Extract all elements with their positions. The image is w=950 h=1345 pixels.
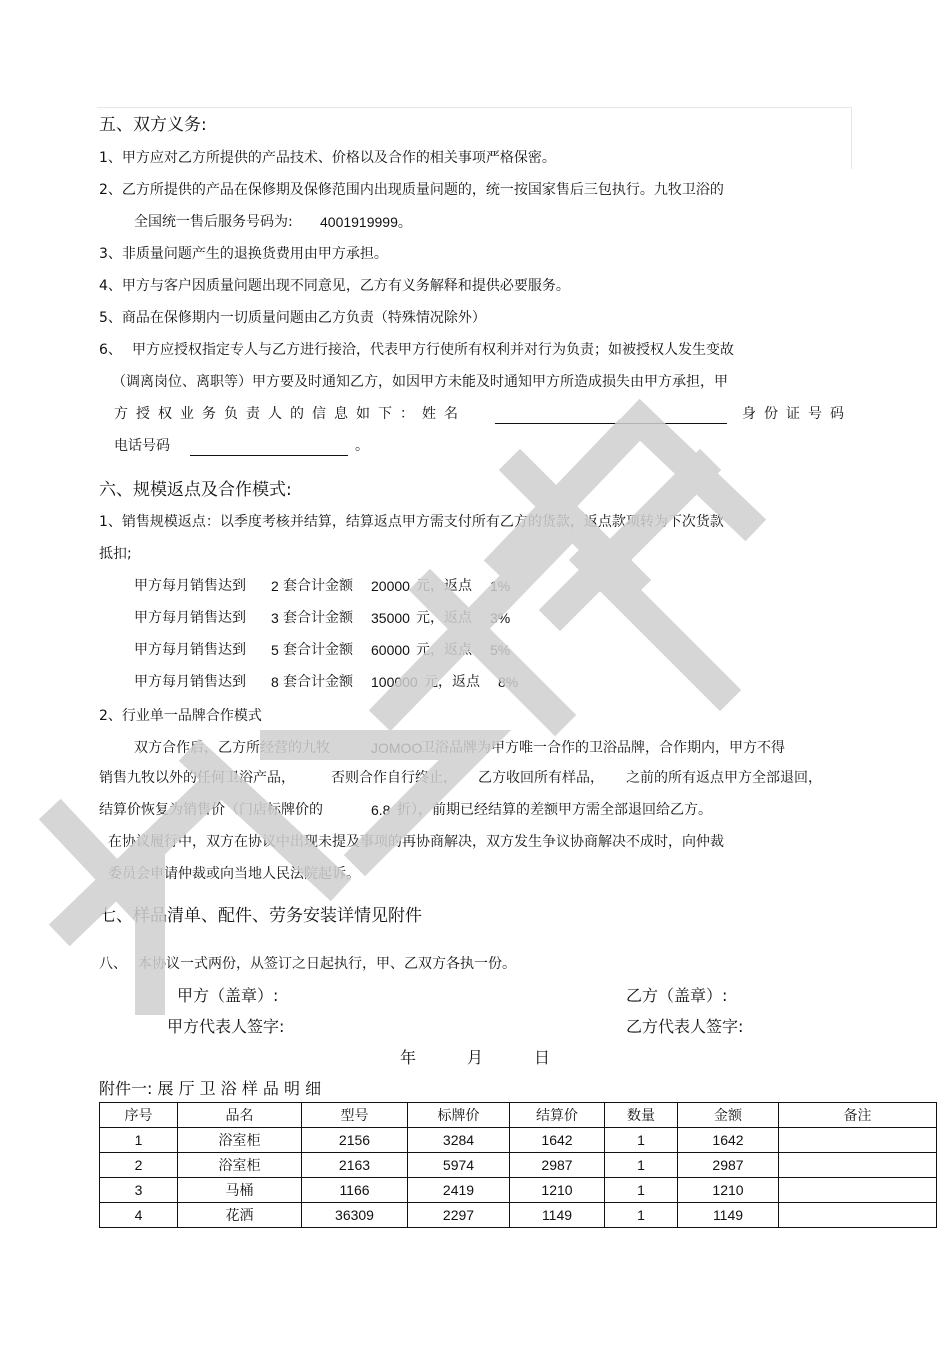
- tier-label: 甲方每月销售达到: [134, 578, 246, 594]
- cell-product-name: 浴室柜: [178, 1153, 302, 1178]
- representative-name-blank[interactable]: [495, 409, 727, 424]
- cell-settlement-price: 1210: [510, 1178, 605, 1203]
- section6-item2-title: 2、行业单一品牌合作模式: [99, 708, 262, 724]
- section6-item2-line2-b: 否则合作自行终止，: [331, 770, 457, 786]
- cell-remarks: [779, 1178, 937, 1203]
- section5-item2-line1: 2、乙方所提供的产品在保修期及保修范围内出现质量问题的，统一按国家售后三包执行。九牧卫浴的: [99, 182, 724, 198]
- tier-amount-label: 套合计金额: [283, 610, 353, 626]
- section6-item2-line2-a: 销售九牧以外的任何卫浴产品，: [99, 770, 295, 786]
- tier-amount: 35000: [371, 610, 410, 626]
- cell-index: 4: [100, 1203, 178, 1228]
- section8-number: 八、: [99, 956, 127, 972]
- cell-model: 2156: [302, 1128, 408, 1153]
- cell-product-name: 马桶: [178, 1178, 302, 1203]
- cell-list-price: 5974: [408, 1153, 510, 1178]
- cell-settlement-price: 2987: [510, 1153, 605, 1178]
- section5-item5: 5、商品在保修期内一切质量问题由乙方负责（特殊情况除外）: [99, 310, 486, 326]
- section5-item2-line2-label: 全国统一售后服务号码为:: [134, 214, 293, 230]
- section6-item2-line1-b: 卫浴品牌为甲方唯一合作的卫浴品牌，合作期内，甲方不得: [421, 740, 785, 756]
- table-row: [100, 1178, 937, 1203]
- attachment-title: 附件一: 展 厅 卫 浴 样 品 明 细: [99, 1079, 322, 1098]
- tier-amount: 100000: [371, 674, 418, 690]
- party-b-representative: 乙方代表人签字:: [626, 1017, 744, 1036]
- table-row: [100, 1153, 937, 1178]
- phone-number-blank[interactable]: [190, 441, 348, 456]
- cell-list-price: 2419: [408, 1178, 510, 1203]
- tier-amount-label: 套合计金额: [283, 642, 353, 658]
- section5-item3: 3、非质量问题产生的退换货费用由甲方承担。: [99, 246, 388, 262]
- cell-list-price: 2297: [408, 1203, 510, 1228]
- dispute-line1: 在协议履行中，双方在协议中出现未提及事项的再协商解决，双方发生争议协商解决不成时，向仲裁: [108, 834, 724, 850]
- date-day: 日: [534, 1048, 551, 1067]
- cell-amount: 1642: [678, 1128, 779, 1153]
- cell-model: 36309: [302, 1203, 408, 1228]
- table-header-row: [100, 1103, 937, 1128]
- watermark-stroke: [640, 420, 745, 520]
- dispute-line2: 委员会申请仲裁或向当地人民法院起诉。: [108, 866, 360, 882]
- section6-item2-line3-a: 结算价恢复为销售价（门店标牌价的: [99, 802, 323, 818]
- cell-list-price: 3284: [408, 1128, 510, 1153]
- cell-index: 1: [100, 1128, 178, 1153]
- section6-item2-line1-a: 双方合作后，乙方所经营的九牧: [134, 740, 330, 756]
- cell-quantity: 1: [605, 1178, 678, 1203]
- phone-line-end: 。: [355, 438, 369, 454]
- cell-settlement-price: 1642: [510, 1128, 605, 1153]
- table-row: [100, 1128, 937, 1153]
- col-index: 序号: [100, 1103, 178, 1128]
- cell-remarks: [779, 1128, 937, 1153]
- tier-rate: 8%: [498, 674, 519, 690]
- section6-item1-line1: 1、销售规模返点：以季度考核并结算，结算返点甲方需支付所有乙方的货款，返点款项转为下次货款: [99, 514, 724, 530]
- section6-item2-line2-d: 之前的所有返点甲方全部退回，: [626, 770, 822, 786]
- col-quantity: 数量: [605, 1103, 678, 1128]
- tier-rebate-label: 元，返点: [416, 578, 472, 594]
- cell-product-name: 花洒: [178, 1203, 302, 1228]
- cell-settlement-price: 1149: [510, 1203, 605, 1228]
- sample-list-table: [99, 1102, 937, 1228]
- section5-heading: 五、双方义务:: [99, 115, 207, 135]
- watermark-stroke: [505, 440, 620, 560]
- section5-item6-line1: 甲方应授权指定专人与乙方进行接洽，代表甲方行使所有权利并对行为负责；如被授权人发生变故: [132, 342, 734, 358]
- tier-rate: 3%: [490, 610, 511, 626]
- table-row: [100, 1203, 937, 1228]
- cell-quantity: 1: [605, 1128, 678, 1153]
- party-a-seal: 甲方（盖章）:: [177, 986, 279, 1005]
- tier-sets: 3: [271, 610, 279, 626]
- section5-item1: 1、甲方应对乙方所提供的产品技术、价格以及合作的相关事项严格保密。: [99, 150, 556, 166]
- tier-sets: 5: [271, 642, 279, 658]
- cell-amount: 1149: [678, 1203, 779, 1228]
- col-product-name: 品名: [178, 1103, 302, 1128]
- tier-rate: 1%: [490, 578, 511, 594]
- cell-index: 3: [100, 1178, 178, 1203]
- cell-remarks: [779, 1153, 937, 1178]
- party-b-seal: 乙方（盖章）:: [626, 986, 728, 1005]
- section6-item2-line2-c: 乙方收回所有样品，: [478, 770, 604, 786]
- section6-item2-line3-b: 折），前期已经结算的差额甲方需全部退回给乙方。: [397, 802, 712, 818]
- watermark-stroke: [560, 470, 700, 610]
- cell-model: 2163: [302, 1153, 408, 1178]
- section6-heading: 六、规模返点及合作模式:: [99, 480, 292, 500]
- tier-label: 甲方每月销售达到: [134, 610, 246, 626]
- cell-amount: 1210: [678, 1178, 779, 1203]
- col-remarks: 备注: [779, 1103, 937, 1128]
- date-year: 年: [400, 1048, 417, 1067]
- section8-text: 本协议一式两份，从签订之日起执行，甲、乙双方各执一份。: [138, 956, 516, 972]
- section7-heading: 七、样品清单、配件、劳务安装详情见附件: [99, 906, 422, 926]
- tier-rebate-label: 元，返点: [416, 610, 472, 626]
- page-frame-top-line: [97, 107, 852, 108]
- party-a-representative: 甲方代表人签字:: [167, 1017, 285, 1036]
- discount-value: 6.8: [371, 802, 391, 818]
- col-model: 型号: [302, 1103, 408, 1128]
- cell-quantity: 1: [605, 1203, 678, 1228]
- section5-item6-number: 6、: [99, 342, 122, 358]
- tier-sets: 8: [271, 674, 279, 690]
- date-month: 月: [467, 1048, 484, 1067]
- cell-quantity: 1: [605, 1153, 678, 1178]
- brand-name: JOMOO: [371, 740, 423, 756]
- section6-item1-line2: 抵扣;: [99, 546, 132, 562]
- tier-amount: 60000: [371, 642, 410, 658]
- section5-item4: 4、甲方与客户因质量问题出现不同意见，乙方有义务解释和提供必要服务。: [99, 278, 570, 294]
- section5-item6-line2: （调离岗位、离职等）甲方要及时通知乙方，如因甲方未能及时通知甲方所造成损失由甲方承担，甲: [112, 374, 728, 390]
- phone-label: 电话号码: [114, 438, 170, 454]
- service-phone-number: 4001919999。: [320, 214, 412, 230]
- cell-model: 1166: [302, 1178, 408, 1203]
- tier-rebate-label: 元，返点: [416, 642, 472, 658]
- section5-item6-line3: 方授权业务负责人的信息如下：姓名: [114, 406, 466, 422]
- cell-index: 2: [100, 1153, 178, 1178]
- tier-amount: 20000: [371, 578, 410, 594]
- watermark-stroke: [590, 560, 720, 690]
- tier-sets: 2: [271, 578, 279, 594]
- tier-amount-label: 套合计金额: [283, 674, 353, 690]
- page-frame-right-line: [851, 107, 852, 169]
- tier-label: 甲方每月销售达到: [134, 674, 246, 690]
- cell-product-name: 浴室柜: [178, 1128, 302, 1153]
- cell-amount: 2987: [678, 1153, 779, 1178]
- cell-remarks: [779, 1203, 937, 1228]
- tier-rebate-label: 元，返点: [424, 674, 480, 690]
- id-number-label: 身份证号码: [742, 406, 852, 422]
- col-settlement-price: 结算价: [510, 1103, 605, 1128]
- tier-label: 甲方每月销售达到: [134, 642, 246, 658]
- tier-amount-label: 套合计金额: [283, 578, 353, 594]
- tier-rate: 5%: [490, 642, 511, 658]
- col-amount: 金额: [678, 1103, 779, 1128]
- col-list-price: 标牌价: [408, 1103, 510, 1128]
